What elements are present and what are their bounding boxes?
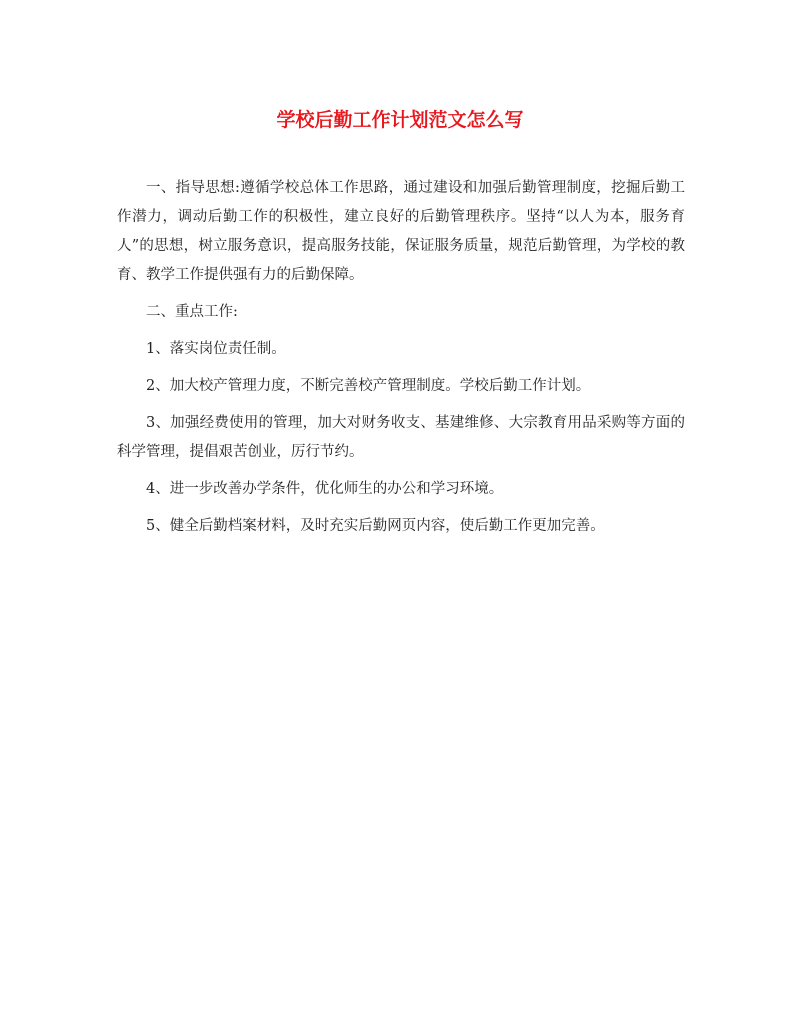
paragraph-key-work-heading: 二、重点工作: [146, 304, 238, 320]
paragraph-item-4: 4、进一步改善办学条件，优化师生的办公和学习环境。 [146, 481, 504, 497]
paragraph-guiding-ideology: 一、指导思想:遵循学校总体工作思路，通过建设和加强后勤管理制度，挖掘后勤工作潜力，调动后勤工作的积极性，建立良好的后勤管理秩序。坚持“以人为本，服务育人”的思想，树立服务意识，提高服务技能，保证服务质量，规范后勤管理，为学校的教育、教学工作提供强有力的后勤保障。 [117, 180, 685, 283]
paragraph-item-1: 1、落实岗位责任制。 [146, 341, 286, 357]
paragraph-item-3: 3、加强经费使用的管理，加大对财务收支、基建维修、大宗教育用品采购等方面的科学管理，提倡艰苦创业，厉行节约。 [117, 415, 685, 460]
paragraph-item-5: 5、健全后勤档案材料，及时充实后勤网页内容，使后勤工作更加完善。 [146, 518, 605, 534]
document-body [117, 174, 685, 549]
document-title: 学校后勤工作计划范文怎么写 [276, 109, 524, 131]
paragraph-item-2: 2、加大校产管理力度，不断完善校产管理制度。学校后勤工作计划。 [146, 378, 591, 394]
